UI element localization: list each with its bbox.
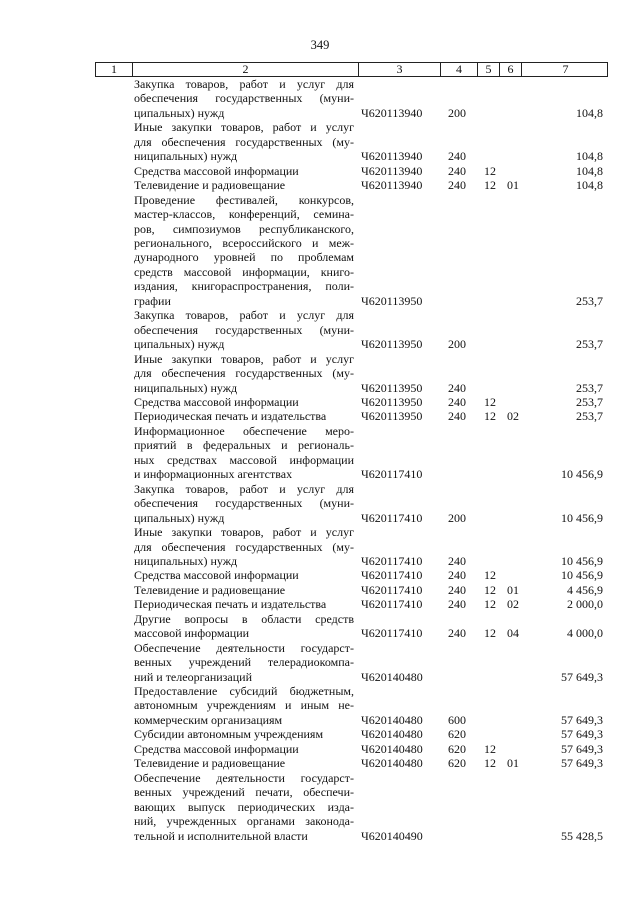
table-row	[0, 482, 640, 525]
row-name	[134, 164, 354, 178]
row-name-line: мастер-классов, конференций, семина-	[134, 207, 354, 222]
row-name	[134, 395, 354, 409]
row-name	[134, 193, 354, 309]
row-sum: 10 456,9	[561, 510, 603, 525]
row-code: Ч620140490	[361, 828, 423, 843]
row-name-line: венных учреждений печати, обеспечи-	[134, 785, 354, 800]
row-name-line: Телевидение и радиовещание	[134, 178, 286, 193]
table-row	[0, 193, 640, 309]
row-name-line: Обеспечение деятельности государст-	[134, 770, 354, 785]
row-name	[134, 482, 354, 525]
row-sum: 253,7	[576, 409, 603, 424]
row-code: Ч620113940	[361, 178, 423, 193]
table-row	[0, 352, 640, 395]
row-sum: 253,7	[576, 293, 603, 308]
row-vr: 240	[448, 409, 466, 424]
row-name-line: для обеспечения государственных (му-	[134, 366, 354, 381]
row-rz: 12	[484, 409, 496, 424]
row-code: Ч620117410	[361, 467, 423, 482]
row-name	[134, 756, 354, 770]
row-sum: 4 000,0	[567, 626, 603, 641]
row-vr: 600	[448, 712, 466, 727]
row-name-line: ров, симпозиумов республиканского,	[134, 221, 354, 236]
row-name-line: обеспечения государственных (муни-	[134, 496, 354, 511]
row-name	[134, 597, 354, 611]
table-row	[0, 597, 640, 611]
row-name-line: и информационных агентствах	[134, 467, 293, 482]
row-vr: 200	[448, 510, 466, 525]
row-code: Ч620117410	[361, 626, 423, 641]
row-name	[134, 612, 354, 641]
header-col-3: 3	[359, 63, 441, 76]
row-sum: 104,8	[576, 105, 603, 120]
row-name-line: Периодическая печать и издательства	[134, 597, 327, 612]
row-name-line: регионального, всероссийского и меж-	[134, 235, 354, 250]
table-row	[0, 727, 640, 741]
row-name-line: массовой информации	[134, 626, 250, 641]
row-code: Ч620113950	[361, 394, 423, 409]
row-name	[134, 409, 354, 423]
row-name-line: графии	[134, 293, 171, 308]
row-vr: 200	[448, 105, 466, 120]
row-name-line: Субсидии автономным учреждениям	[134, 727, 324, 742]
table-row	[0, 612, 640, 641]
table-row	[0, 120, 640, 163]
row-code: Ч620113940	[361, 105, 423, 120]
row-rz: 12	[484, 568, 496, 583]
row-name-line: Закупка товаров, работ и услуг для	[134, 308, 354, 323]
header-col-5: 5	[478, 63, 500, 76]
row-pr: 02	[507, 597, 519, 612]
row-vr: 240	[448, 394, 466, 409]
row-name	[134, 525, 354, 568]
row-code: Ч620117410	[361, 597, 423, 612]
row-name-line: Информационное обеспечение меро-	[134, 423, 354, 438]
row-sum: 57 649,3	[561, 741, 603, 756]
row-name-line: ниципальных) нужд	[134, 553, 238, 568]
row-code: Ч620113940	[361, 149, 423, 164]
row-code: Ч620140480	[361, 741, 423, 756]
row-sum: 253,7	[576, 337, 603, 352]
row-rz: 12	[484, 163, 496, 178]
table-row	[0, 395, 640, 409]
row-name-line: Предоставление субсидий бюджетным,	[134, 684, 354, 699]
row-code: Ч620140480	[361, 727, 423, 742]
row-name-line: Другие вопросы в области средств	[134, 611, 354, 626]
page-number: 349	[310, 38, 330, 52]
table-row	[0, 756, 640, 770]
row-name-line: Иные закупки товаров, работ и услуг	[134, 120, 354, 135]
row-name-line: Периодическая печать и издательства	[134, 409, 327, 424]
row-sum: 104,8	[576, 178, 603, 193]
row-name-line: приятий в федеральных и региональ-	[134, 438, 354, 453]
row-name-line: ных средствах массовой информации	[134, 452, 354, 467]
row-sum: 57 649,3	[561, 727, 603, 742]
row-name-line: Иные закупки товаров, работ и услуг	[134, 525, 354, 540]
row-vr: 240	[448, 178, 466, 193]
header-col-7: 7	[562, 62, 569, 76]
row-name-line: Телевидение и радиовещание	[134, 582, 286, 597]
row-code: Ч620113950	[361, 293, 423, 308]
table-row	[0, 308, 640, 351]
table-row	[0, 684, 640, 727]
row-vr: 240	[448, 582, 466, 597]
row-code: Ч620113950	[361, 409, 423, 424]
row-sum: 57 649,3	[561, 756, 603, 771]
row-name	[134, 727, 354, 741]
row-name	[134, 352, 354, 395]
row-code: Ч620140480	[361, 669, 423, 684]
row-name-line: ний и телеорганизаций	[134, 669, 252, 684]
row-sum: 253,7	[576, 380, 603, 395]
row-code: Ч620117410	[361, 568, 423, 583]
row-name-line: Средства массовой информации	[134, 741, 299, 756]
row-vr: 240	[448, 597, 466, 612]
row-name-line: для обеспечения государственных (му-	[134, 539, 354, 554]
row-sum: 10 456,9	[561, 568, 603, 583]
row-rz: 12	[484, 756, 496, 771]
row-pr: 01	[507, 582, 519, 597]
row-sum: 55 428,5	[561, 828, 603, 843]
row-rz: 12	[484, 741, 496, 756]
row-name-line: издания, книгораспространения, поли-	[134, 279, 354, 294]
table-row	[0, 771, 640, 843]
row-sum: 104,8	[576, 163, 603, 178]
row-vr: 620	[448, 741, 466, 756]
row-name-line: венных учреждений телерадиокомпа-	[134, 655, 354, 670]
row-name-line: ципальных) нужд	[134, 510, 225, 525]
row-name	[134, 308, 354, 351]
row-vr: 240	[448, 163, 466, 178]
header-col-1: 1	[96, 63, 133, 76]
row-name-line: средств массовой информации, книго-	[134, 264, 354, 279]
row-name	[134, 178, 354, 192]
row-name-line: обеспечения государственных (муни-	[134, 91, 354, 106]
table-row	[0, 568, 640, 582]
row-code: Ч620117410	[361, 510, 423, 525]
header-col-6: 6	[500, 63, 522, 76]
row-name	[134, 641, 354, 684]
row-name-line: Проведение фестивалей, конкурсов,	[134, 192, 354, 207]
row-vr: 620	[448, 756, 466, 771]
row-name	[134, 77, 354, 120]
row-pr: 01	[507, 178, 519, 193]
row-sum: 104,8	[576, 149, 603, 164]
header-col-2: 2	[133, 63, 359, 76]
row-name-line: Закупка товаров, работ и услуг для	[134, 77, 354, 91]
row-vr: 240	[448, 626, 466, 641]
row-name-line: обеспечения государственных (муни-	[134, 322, 354, 337]
table-row	[0, 424, 640, 482]
row-code: Ч620113950	[361, 337, 423, 352]
row-name-line: тельной и исполнительной власти	[134, 828, 308, 843]
table-row	[0, 178, 640, 192]
row-name-line: вающих выпуск периодических изда-	[134, 799, 354, 814]
table-row	[0, 164, 640, 178]
row-name-line: ний, учрежденных органами законода-	[134, 814, 354, 829]
row-name-line: Средства массовой информации	[134, 568, 299, 583]
row-name	[134, 583, 354, 597]
row-sum: 10 456,9	[561, 467, 603, 482]
row-code: Ч620140480	[361, 756, 423, 771]
row-pr: 04	[507, 626, 519, 641]
row-vr: 240	[448, 568, 466, 583]
table-row	[0, 742, 640, 756]
row-rz: 12	[484, 582, 496, 597]
table-body	[0, 77, 640, 843]
row-name-line: Средства массовой информации	[134, 163, 299, 178]
row-name-line: ципальных) нужд	[134, 337, 225, 352]
row-code: Ч620140480	[361, 712, 423, 727]
row-rz: 12	[484, 178, 496, 193]
row-name-line: Средства массовой информации	[134, 394, 299, 409]
row-rz: 12	[484, 626, 496, 641]
row-name-line: для обеспечения государственных (му-	[134, 134, 354, 149]
row-sum: 253,7	[576, 394, 603, 409]
row-rz: 12	[484, 597, 496, 612]
row-vr: 200	[448, 337, 466, 352]
row-name-line: Обеспечение деятельности государст-	[134, 640, 354, 655]
row-name-line: ципальных) нужд	[134, 105, 225, 120]
table-row	[0, 583, 640, 597]
row-sum: 57 649,3	[561, 669, 603, 684]
table-row	[0, 525, 640, 568]
row-name-line: Иные закупки товаров, работ и услуг	[134, 351, 354, 366]
row-code: Ч620117410	[361, 582, 423, 597]
row-vr: 620	[448, 727, 466, 742]
row-pr: 02	[507, 409, 519, 424]
row-name-line: Телевидение и радиовещание	[134, 756, 286, 771]
row-name	[134, 568, 354, 582]
row-name-line: Закупка товаров, работ и услуг для	[134, 481, 354, 496]
table-row	[0, 641, 640, 684]
table-row	[0, 77, 640, 120]
table-header	[95, 62, 608, 77]
row-sum: 57 649,3	[561, 712, 603, 727]
row-sum: 10 456,9	[561, 553, 603, 568]
table-row	[0, 409, 640, 423]
row-pr: 01	[507, 756, 519, 771]
row-vr: 240	[448, 149, 466, 164]
row-code: Ч620113950	[361, 380, 423, 395]
row-name-line: автономным учреждениям и иным не-	[134, 698, 354, 713]
row-name-line: дународного уровней по проблемам	[134, 250, 354, 265]
row-name	[134, 120, 354, 163]
row-name-line: ниципальных) нужд	[134, 149, 238, 164]
row-vr: 240	[448, 553, 466, 568]
row-name	[134, 742, 354, 756]
row-sum: 2 000,0	[567, 597, 603, 612]
row-code: Ч620113940	[361, 163, 423, 178]
row-name	[134, 684, 354, 727]
row-name-line: коммерческим организациям	[134, 712, 283, 727]
row-name	[134, 424, 354, 482]
header-col-4: 4	[441, 63, 478, 76]
row-name	[134, 771, 354, 843]
row-rz: 12	[484, 394, 496, 409]
row-sum: 4 456,9	[567, 582, 603, 597]
row-vr: 240	[448, 380, 466, 395]
row-name-line: ниципальных) нужд	[134, 380, 238, 395]
row-code: Ч620117410	[361, 553, 423, 568]
